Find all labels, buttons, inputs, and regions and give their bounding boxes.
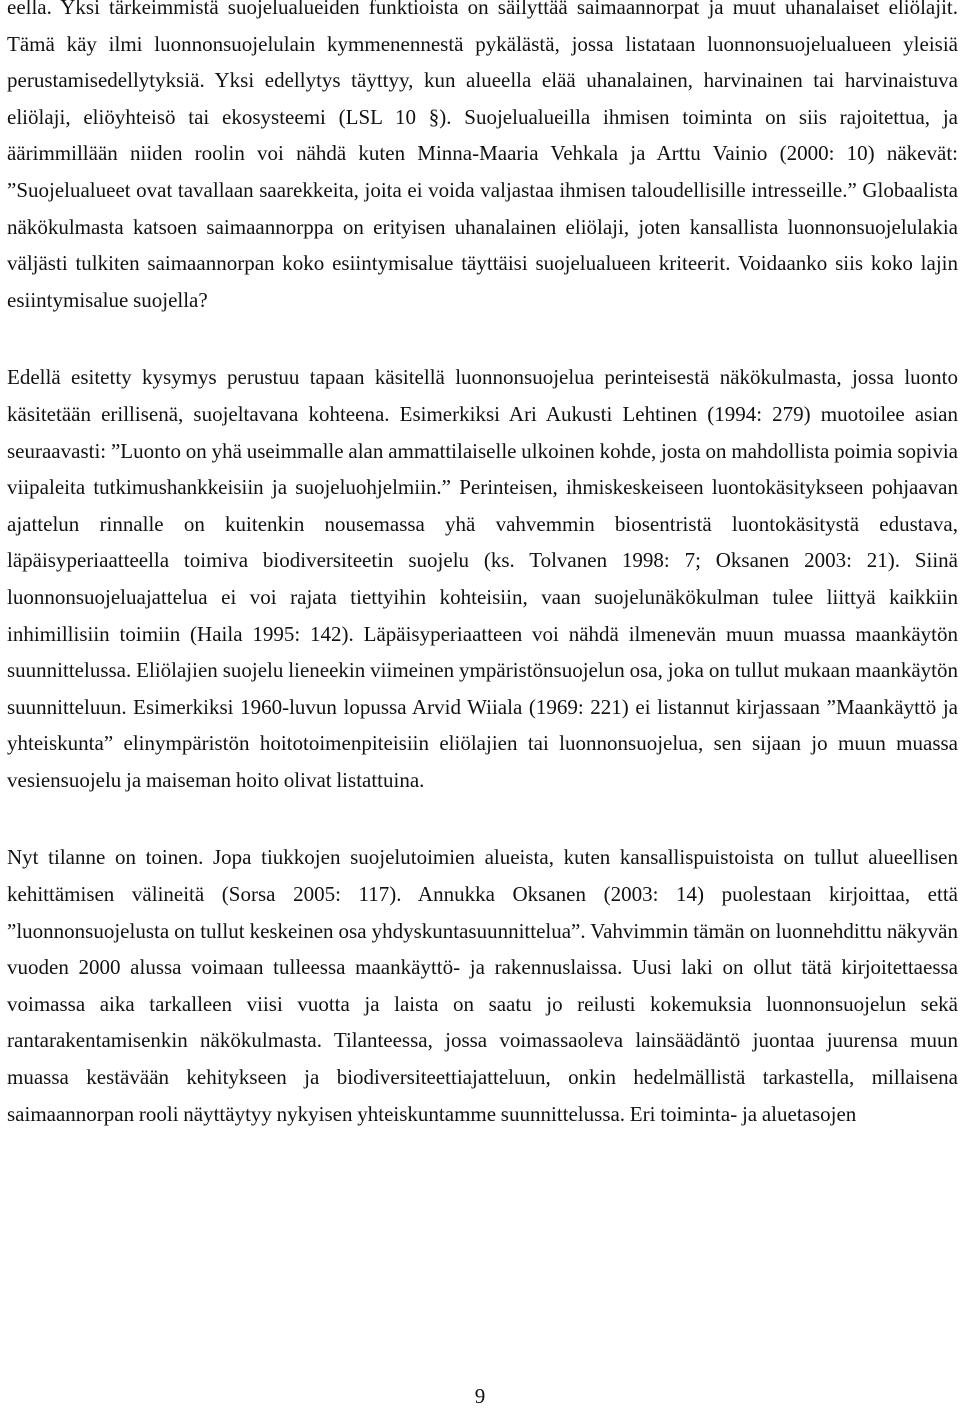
- body-paragraph-1: eella. Yksi tärkeimmistä suojelualueiden funktioista on säilyttää saimaannorpat ja muut uhanalaiset eliölajit. Tämä käy ilmi luonnonsuojelulain kymmenennestä pykälästä, jossa listataan luonnonsuojelualueen yleisiä perustamisedellytyksiä. Yksi edellytys täyttyy, kun alueella elää uhanalainen, harvinainen tai harvinaistuva eliölaji, eliöyhteisö tai ekosysteemi (LSL 10 §). Suojelualueilla ihmisen toiminta on siis rajoitettua, ja äärimmillään niiden roolin voi nähdä kuten Minna-Maaria Vehkala ja Arttu Vainio (2000: 10) näkevät: ”Suojelualueet ovat tavallaan saarekkeita, joita ei voida valjastaa ihmisen taloudellisille intresseille.” Globaalista näkökulmasta katsoen saimaannorppa on erityisen uhanalainen eliölaji, joten kansallista luonnonsuojelulakia väljästi tulkiten saimaannorpan koko esiintymisalue täyttäisi suojelualueen kriteerit. Voidaanko siis koko lajin esiintymisalue suojella?: [7, 0, 958, 312]
- page-number: 9: [474, 1384, 486, 1408]
- body-paragraph-2: Edellä esitetty kysymys perustuu tapaan käsitellä luonnonsuojelua perinteisestä näkökulmasta, jossa luonto käsitetään erillisenä, suojeltavana kohteena. Esimerkiksi Ari Aukusti Lehtinen (1994: 279) muotoilee asian seuraavasti: ”Luonto on yhä useimmalle alan ammattilaiselle ulkoinen kohde, josta on mahdollista poimia sopivia viipaleita tutkimushankkeisiin ja suojeluohjelmiin.” Perinteisen, ihmiskeskeiseen luontokäsitykseen pohjaavan ajattelun rinnalle on kuitenkin nousemassa yhä vahvemmin biosentristä luontokäsitystä edustava, läpäisyperiaatteella toimiva biodiversiteetin suojelu (ks. Tolvanen 1998: 7; Oksanen 2003: 21). Siinä luonnonsuojeluajattelua ei voi rajata tiettyihin kohteisiin, vaan suojelunäkökulman tulee liittyä kaikkiin inhimillisiin toimiin (Haila 1995: 142). Läpäisyperiaatteen voi nähdä ilmenevän muun muassa maankäytön suunnittelussa. Eliölajien suojelu lieneekin viimeinen ympäristönsuojelun osa, joka on tullut mukaan maankäytön suunnitteluun. Esimerkiksi 1960-luvun lopussa Arvid Wiiala (1969: 221) ei listannut kirjassaan ”Maankäyttö ja yhteiskunta” elinympäristön hoitotoimenpiteisiin eliölajien tai luonnonsuojelua, sen sijaan jo muun muassa vesiensuojelu ja maiseman hoito olivat listattuina.: [7, 365, 958, 792]
- document-page: [7, 0, 958, 1132]
- body-paragraph-3: Nyt tilanne on toinen. Jopa tiukkojen suojelutoimien alueista, kuten kansallispuistoista on tullut alueellisen kehittämisen välineitä (Sorsa 2005: 117). Annukka Oksanen (2003: 14) puolestaan kirjoittaa, että ”luonnonsuojelusta on tullut keskeinen osa yhdyskuntasuunnittelua”. Vahvimmin tämän on luonnehdittu näkyvän vuoden 2000 alussa voimaan tulleessa maankäyttö- ja rakennuslaissa. Uusi laki on ollut tätä kirjoitettaessa voimassa aika tarkalleen viisi vuotta ja laista on saatu jo reilusti kokemuksia luonnonsuojelun sekä rantarakentamisenkin näkökulmasta. Tilanteessa, jossa voimassaoleva lainsäädäntö juontaa juurensa muun muassa kestävään kehitykseen ja biodiversiteettiajatteluun, onkin hedelmällistä tarkastella, millaisena saimaannorpan rooli näyttäytyy nykyisen yhteiskuntamme suunnittelussa. Eri toiminta- ja aluetasojen: [7, 845, 958, 1126]
